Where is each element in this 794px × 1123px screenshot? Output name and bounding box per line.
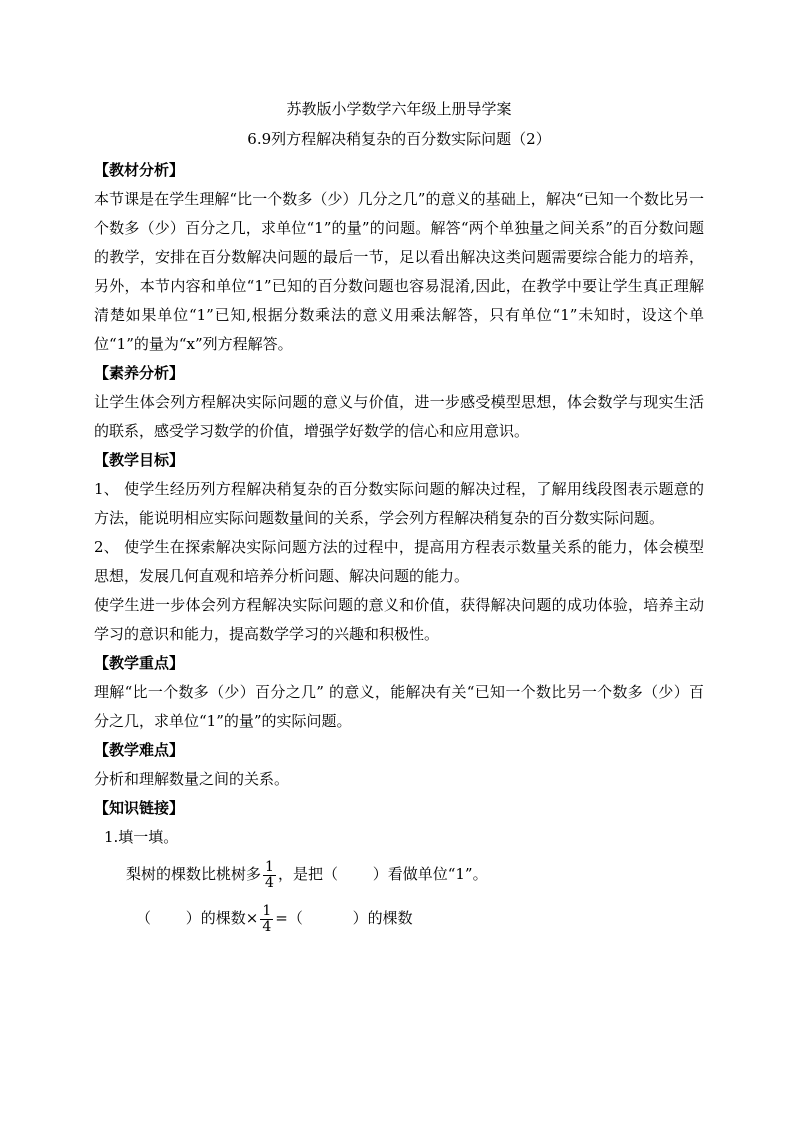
- paragraph-textbook-analysis: 本节课是在学生理解“比一个数多（少）几分之几”的意义的基础上，解决“已知一个数比另一个数多（少）百分之几，求单位“1”的量”的问题。解答“两个单独量之间关系”的百分数问题的教学，安排在百分数解决问题的最后一节，足以看出解决这类问题需要综合能力的培养，另外，本节内容和单位“1”已知的百分数问题也容易混淆,因此，在教学中要让学生真正理解清楚如果单位“1”已知,根据分数乘法的意义用乘法解答，只有单位“1”未知时，设这个单位“1”的量为“x”列方程解答。: [94, 190, 704, 353]
- paragraph-teaching-difficulty: 分析和理解数量之间的关系。: [94, 770, 290, 788]
- fraction-one-quarter: [263, 860, 276, 891]
- exercise-line-2-after: =（ ）的棵数: [275, 909, 413, 927]
- paragraph-literacy-analysis: 让学生体会列方程解决实际问题的意义与价值，进一步感受模型思想，体会数学与现实生活的联系，感受学习数学的价值，增强学好数学的信心和应用意识。: [94, 393, 704, 440]
- paragraph-goal-1: 1、 使学生经历列方程解决稍复杂的百分数实际问题的解决过程，了解用线段图表示题意的方法，能说明相应实际问题数量间的关系，学会列方程解决稍复杂的百分数实际问题。: [94, 480, 704, 527]
- heading-literacy-analysis: 【素养分析】: [94, 364, 185, 382]
- fraction-numerator: 1: [265, 858, 274, 875]
- exercise-line-2: [94, 896, 704, 940]
- exercise-label: 1.填一填。: [104, 828, 179, 846]
- fraction-denominator: 4: [265, 874, 274, 891]
- heading-teaching-difficulty: 【教学难点】: [94, 741, 185, 759]
- doc-title: 苏教版小学数学六年级上册导学案: [286, 100, 512, 118]
- fraction-numerator-2: 1: [262, 902, 272, 919]
- exercise-line-1-before: 梨树的棵数比桃树多: [126, 865, 262, 883]
- doc-subtitle: 6.9列方程解决稍复杂的百分数实际问题（2）: [247, 130, 551, 148]
- fraction-one-quarter-2: [260, 904, 273, 935]
- paragraph-teaching-focus: 理解“比一个数多（少）百分之几” 的意义，能解决有关“已知一个数比另一个数多（少）百分之几，求单位“1”的量”的实际问题。: [94, 683, 704, 730]
- paragraph-goal-2: 2、 使学生在探索解决实际问题方法的过程中，提高用方程表示数量关系的能力，体会模型思想，发展几何直观和培养分析问题、解决问题的能力。: [94, 538, 704, 585]
- heading-teaching-goals: 【教学目标】: [94, 451, 185, 469]
- heading-textbook-analysis: 【教材分析】: [94, 161, 185, 179]
- document-page: [94, 92, 704, 940]
- fraction-denominator-2: 4: [262, 918, 272, 935]
- exercise-line-1-after: ，是把（ ）看做单位“1”。: [277, 865, 488, 883]
- exercise-line-2-before: （ ）的棵数×: [136, 909, 259, 927]
- exercise-line-1: [94, 852, 704, 896]
- paragraph-goal-3: 使学生进一步体会列方程解决实际问题的意义和价值，获得解决问题的成功体验，培养主动学习的意识和能力，提高数学学习的兴趣和积极性。: [94, 596, 704, 643]
- heading-teaching-focus: 【教学重点】: [94, 654, 185, 672]
- heading-knowledge-link: 【知识链接】: [94, 799, 185, 817]
